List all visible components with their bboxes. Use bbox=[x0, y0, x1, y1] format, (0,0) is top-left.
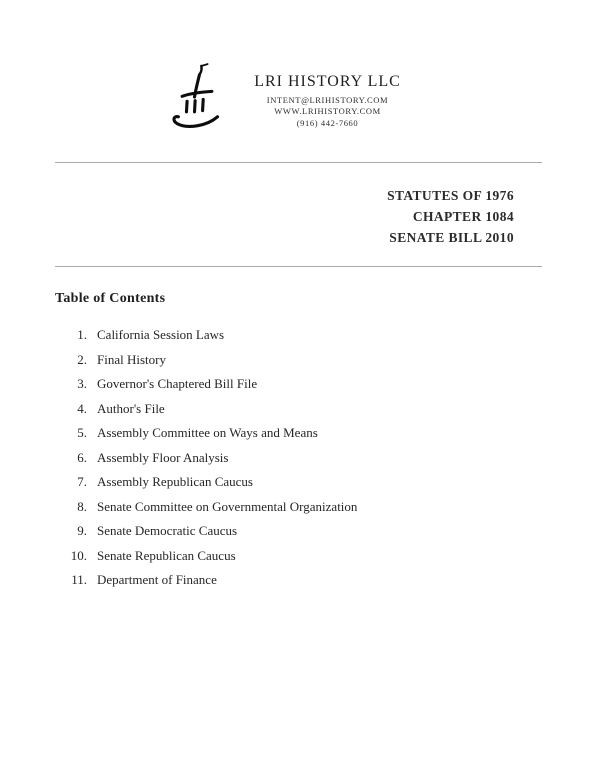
divider-top bbox=[55, 162, 542, 163]
toc-item-number: 4. bbox=[77, 400, 87, 416]
toc-item bbox=[55, 446, 542, 471]
company-website: WWW.LRIHISTORY.COM bbox=[274, 106, 381, 117]
toc-list bbox=[55, 323, 542, 593]
toc-item bbox=[55, 495, 542, 520]
toc-item-number: 7. bbox=[77, 474, 87, 489]
toc-item-label: Department of Finance bbox=[97, 572, 217, 587]
toc-item bbox=[55, 323, 542, 348]
toc-item bbox=[55, 544, 542, 569]
toc-item-label: California Session Laws bbox=[97, 327, 225, 342]
chapter-line: CHAPTER 1084 bbox=[412, 209, 514, 224]
toc-item-label: Assembly Committee on Ways and Means bbox=[97, 425, 318, 440]
company-phone: (916) 442-7660 bbox=[296, 117, 359, 128]
toc-item-label: Senate Committee on Governmental Organization bbox=[97, 498, 358, 514]
toc-item bbox=[55, 519, 542, 544]
toc-item bbox=[55, 372, 542, 397]
toc-item-label: Assembly Republican Caucus bbox=[97, 474, 253, 489]
toc-item bbox=[55, 470, 542, 495]
toc-item-label: Governor's Chaptered Bill File bbox=[97, 376, 258, 391]
toc-item-label: Final History bbox=[97, 351, 166, 367]
toc-item bbox=[55, 421, 542, 446]
toc-item-number: 9. bbox=[77, 523, 87, 538]
company-name: LRI HISTORY LLC bbox=[254, 72, 401, 90]
toc-item-number: 10. bbox=[70, 547, 87, 563]
toc-item-number: 3. bbox=[77, 376, 87, 391]
toc-item bbox=[55, 397, 542, 422]
letterhead bbox=[55, 62, 512, 140]
toc-item-number: 8. bbox=[77, 498, 87, 514]
toc-item-label: Assembly Floor Analysis bbox=[97, 449, 229, 465]
lri-logo-icon bbox=[166, 62, 228, 140]
toc-item-number: 1. bbox=[77, 327, 87, 342]
toc-item-number: 5. bbox=[77, 425, 87, 440]
toc-item-label: Author's File bbox=[97, 400, 165, 416]
toc-title: Table of Contents bbox=[55, 291, 166, 306]
company-email: INTENT@LRIHISTORY.COM bbox=[266, 94, 389, 105]
toc-item-label: Senate Democratic Caucus bbox=[97, 523, 238, 538]
letterhead-text bbox=[254, 73, 401, 130]
divider-bottom bbox=[55, 266, 542, 267]
statute-reference bbox=[55, 185, 542, 248]
statutes-line: STATUTES OF 1976 bbox=[387, 188, 514, 203]
toc-item bbox=[55, 568, 542, 593]
toc-item-number: 6. bbox=[77, 449, 87, 465]
toc-item bbox=[55, 348, 542, 373]
toc-item-number: 11. bbox=[71, 572, 87, 587]
toc-item-number: 2. bbox=[77, 351, 87, 367]
toc-item-label: Senate Republican Caucus bbox=[97, 547, 236, 563]
senate-bill-line: SENATE BILL 2010 bbox=[389, 230, 514, 245]
